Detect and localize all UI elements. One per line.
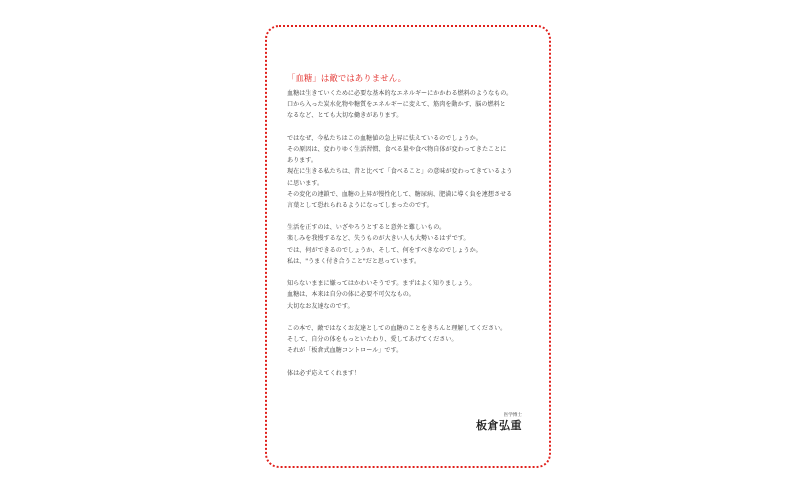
body-line: 私は、"うまく付き合うこと"だと思っています。	[287, 257, 421, 265]
body-line: 現在に生きる私たちは、昔と比べて「食べること」の意味が変わってきているよう	[287, 168, 513, 176]
body-line: 知らないままに嫌ってはかわいそうです。まずはよく知りましょう。	[287, 280, 476, 288]
body-line: 口から入った炭水化物や糖質をエネルギーに変えて、筋肉を動かす、脳の燃料と	[287, 101, 506, 109]
letter-body	[287, 88, 537, 379]
body-line: なるなど、とても大切な働きがあります。	[287, 112, 403, 120]
body-line: そして、自分の体をもっといたわり、愛してあげてください。	[287, 336, 458, 344]
body-line: あります。	[287, 157, 317, 165]
closing-line: 体は必ず応えてくれます！	[287, 369, 361, 377]
body-line: その原因は、変わりゆく生活習慣、食べる量や食べ物自体が変わってきたことに	[287, 145, 507, 153]
body-line: 楽しみを我慢するなど、失うものが大きい人も大勢いるはずです。	[287, 235, 470, 243]
body-line: 生活を正すのは、いざやろうとすると意外と難しいもの。	[287, 224, 446, 232]
paragraph-gap	[287, 211, 537, 222]
headline: 「血糖」は敵ではありません。	[287, 73, 407, 83]
body-line: 血糖は、本来は自分の体に必要不可欠なもの。	[287, 291, 415, 299]
body-line: その変化の連鎖で、血糖の上昇が慢性化して、糖尿病、肥満に導く負を連想させる	[287, 190, 513, 198]
body-line: 血糖は生きていくために必要な基本的なエネルギーにかかわる燃料のようなもの。	[287, 90, 513, 97]
body-line: に思います。	[287, 179, 324, 187]
body-line: 大切なお友達なのです。	[287, 302, 354, 310]
paragraph-gap	[287, 357, 537, 368]
signature-name: 板倉弘重	[476, 419, 522, 432]
body-line: ではなぜ、今私たちはこの血糖値の急上昇に怯えているのでしょうか。	[287, 134, 482, 142]
paragraph-gap	[287, 122, 537, 133]
body-line: この本で、敵ではなくお友達としての血糖のことをきちんと理解してください。	[287, 324, 507, 332]
paragraph-gap	[287, 267, 537, 278]
body-line: それが「板倉式血糖コントロール」です。	[287, 347, 403, 355]
signature-block	[476, 413, 522, 433]
body-line: では、何ができるのでしょうか、そして、何をすべきなのでしょうか。	[287, 246, 482, 254]
paragraph-gap	[287, 312, 537, 323]
body-line: 言葉として恐れられるようになってしまったのです。	[287, 201, 433, 209]
signature-title: 医学博士	[503, 413, 522, 418]
